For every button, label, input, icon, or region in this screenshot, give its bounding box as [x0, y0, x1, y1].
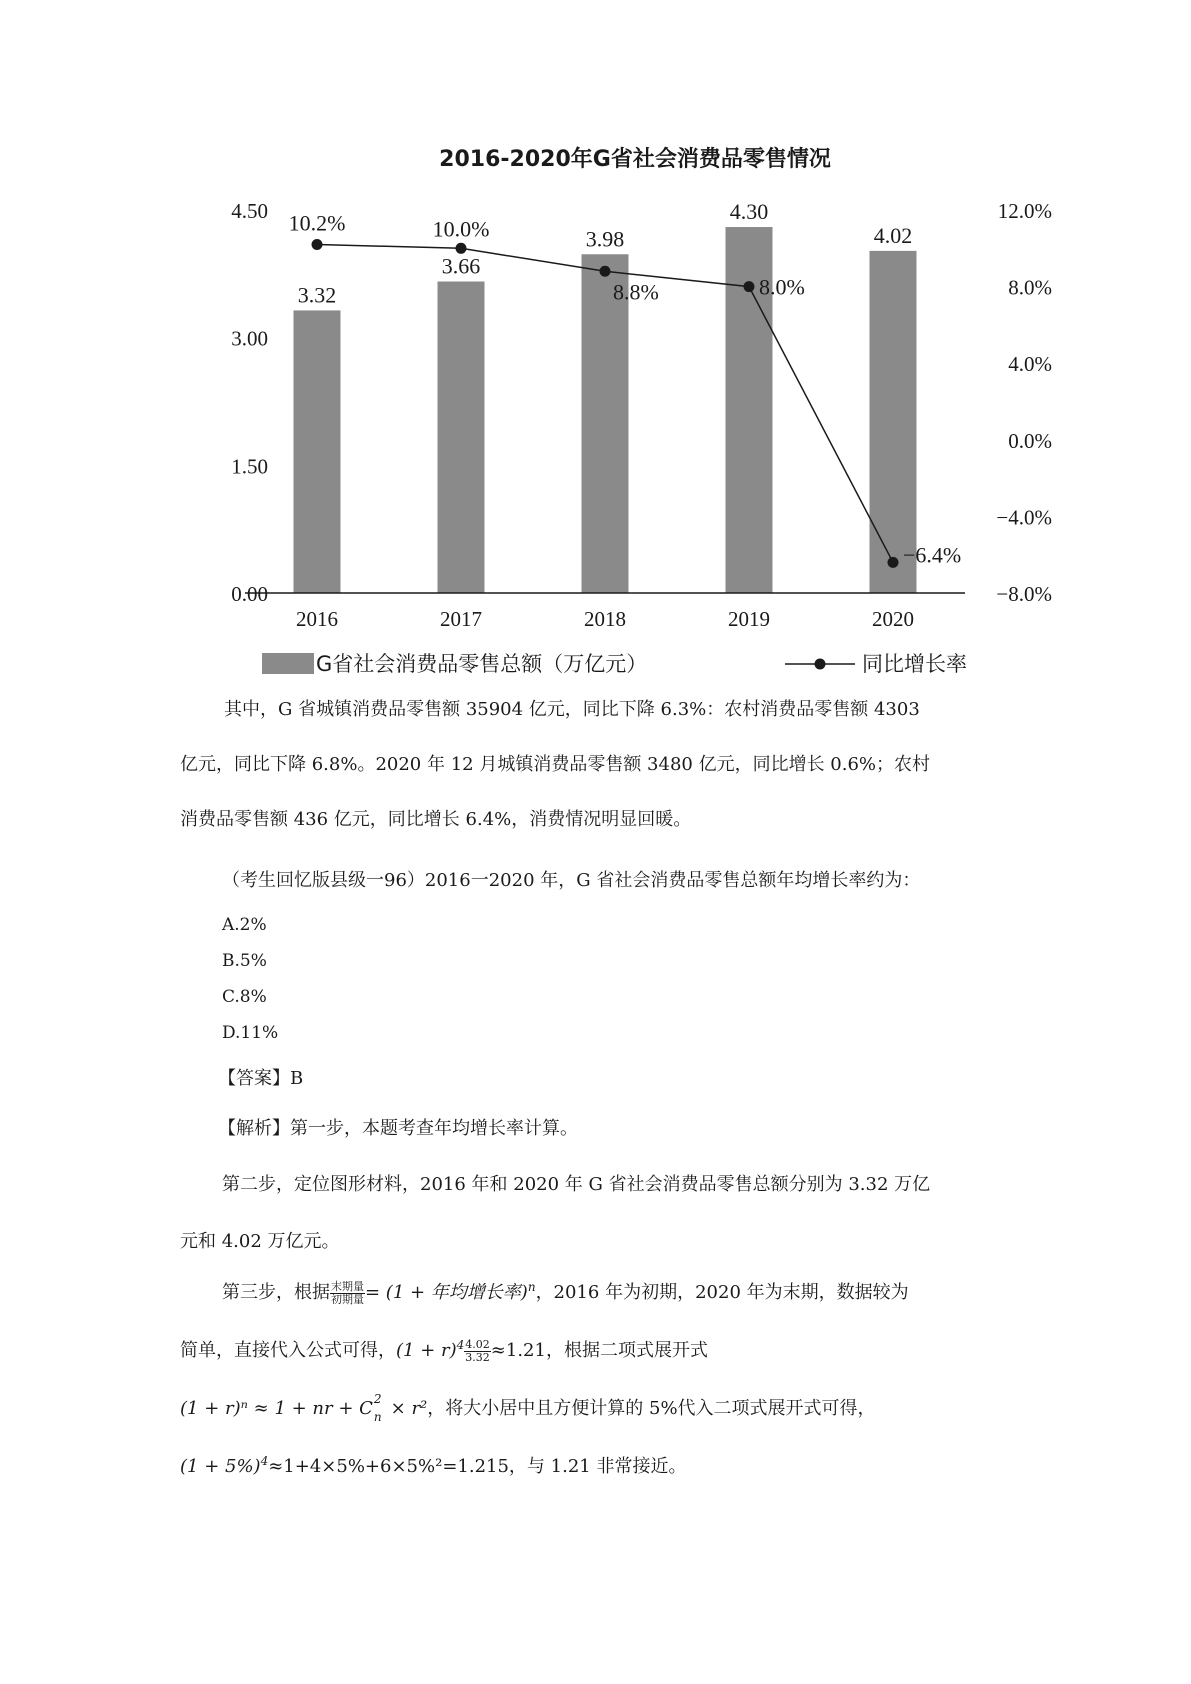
chart: [0, 0, 1191, 700]
chart-title: 2016-2020年G省社会消费品零售情况: [439, 147, 831, 172]
bar: [582, 254, 629, 593]
right-axis-tick: −8.0%: [996, 582, 1052, 606]
left-axis-tick: 0.00: [231, 582, 268, 606]
p1-line-1: 其中，G 省城镇消费品零售额 35904 亿元，同比下降 6.3%：农村消费品零售额 4303: [224, 699, 920, 720]
formula-line-b: [180, 1336, 1010, 1364]
x-axis-tick: 2016: [296, 607, 338, 631]
option-d: D.11%: [222, 1023, 279, 1043]
line-b-prefix: 简单，直接代入公式可得，: [180, 1340, 396, 1361]
right-axis-tick: −4.0%: [996, 505, 1052, 530]
growth-rate-label: 8.8%: [613, 279, 659, 305]
frac-numerator: 4.02: [465, 1337, 490, 1351]
growth-rate-point: [744, 281, 755, 292]
frac-denominator: 3.32: [465, 1350, 490, 1364]
step-3-fraction: [330, 1281, 365, 1306]
analysis: 【解析】第一步，本题考查年均增长率计算。: [218, 1118, 578, 1139]
growth-rate-point: [600, 266, 611, 277]
growth-rate-point: [888, 557, 899, 568]
frac-denominator: 初期量: [331, 1292, 364, 1306]
growth-rate-label: 8.0%: [759, 274, 805, 300]
bar-value-label: 3.98: [585, 226, 625, 252]
growth-rate-point: [456, 243, 467, 254]
x-axis-tick: 2020: [872, 607, 914, 631]
right-axis-tick: 4.0%: [1008, 352, 1052, 377]
legend-bar-label: G省社会消费品零售总额（万亿元）: [316, 652, 648, 676]
bar-value-label: 3.66: [441, 253, 481, 279]
option-b: B.5%: [222, 951, 267, 971]
frac-numerator: 末期量: [331, 1279, 364, 1293]
bar: [294, 310, 341, 593]
line-d-formula: (1 + 5%): [180, 1456, 261, 1477]
growth-rate-label: 10.0%: [432, 216, 490, 242]
line-b-suffix: ≈1.21，根据二项式展开式: [490, 1340, 708, 1361]
p1-line-2: 亿元，同比下降 6.8%。2020 年 12 月城镇消费品零售额 3480 亿元，同比增长 0.6%；农村: [180, 754, 931, 775]
option-a: A.2%: [222, 915, 267, 935]
legend-line-marker: [815, 659, 826, 670]
left-axis-tick: 3.00: [231, 326, 268, 351]
step-2-line-2: 元和 4.02 万亿元。: [180, 1231, 340, 1252]
step-3-prefix: 第三步，根据: [222, 1282, 330, 1303]
line-c-sup: 2: [373, 1392, 382, 1406]
right-axis-tick: 8.0%: [1008, 275, 1052, 300]
formula-line-d: [180, 1452, 1010, 1478]
left-axis-tick: 4.50: [231, 199, 268, 223]
line-b-exponent: 4: [456, 1338, 465, 1352]
line-d-suffix: ≈1+4×5%+6×5%²=1.215，与 1.21 非常接近。: [268, 1456, 687, 1477]
bar-value-label: 4.30: [729, 199, 769, 225]
left-axis-tick: 1.50: [231, 454, 268, 479]
line-c-sub: n: [373, 1410, 382, 1424]
legend-bar-swatch: [262, 653, 314, 674]
line-d-exponent: 4: [260, 1454, 269, 1468]
x-axis-tick: 2017: [440, 607, 482, 631]
bar-value-label: 4.02: [873, 222, 913, 248]
line-b-formula: (1 + r): [396, 1340, 457, 1361]
line-c-formula: (1 + r)ⁿ ≈ 1 + nr + C: [180, 1398, 373, 1419]
step-2-line-1: 第二步，定位图形材料，2016 年和 2020 年 G 省社会消费品零售总额分别为 3.32 万亿: [222, 1174, 931, 1195]
line-b-fraction: [464, 1339, 491, 1364]
answer: 【答案】B: [218, 1068, 304, 1089]
option-c: C.8%: [222, 987, 267, 1007]
x-axis-tick: 2019: [728, 607, 770, 631]
legend-line-label: 同比增长率: [862, 652, 967, 676]
growth-rate-point: [312, 239, 323, 250]
growth-rate-label: 10.2%: [288, 210, 346, 236]
step-3-exponent: n: [527, 1280, 536, 1294]
p1-line-3: 消费品零售额 436 亿元，同比增长 6.4%，消费情况明显回暖。: [180, 809, 692, 830]
right-axis-tick: 12.0%: [997, 199, 1052, 223]
x-axis-tick: 2018: [584, 607, 626, 631]
step-3-suffix: ，2016 年为初期，2020 年为末期，数据较为: [535, 1282, 909, 1303]
bar: [438, 281, 485, 593]
question: （考生回忆版县级一96）2016一2020 年，G 省社会消费品零售总额年均增长率约为：: [222, 870, 921, 891]
line-c-suffix: ，将大小居中且方便计算的 5%代入二项式展开式可得，: [427, 1398, 876, 1419]
right-axis-tick: 0.0%: [1008, 428, 1052, 453]
formula-line-c: [180, 1392, 1010, 1424]
step-3-formula: = (1 + 年均增长率): [365, 1282, 528, 1303]
step-3-line: [222, 1278, 1052, 1306]
legend: [262, 652, 967, 676]
growth-rate-label: −6.4%: [903, 542, 962, 568]
bar-value-label: 3.32: [297, 282, 337, 308]
line-c-tail: × r²: [384, 1398, 428, 1419]
